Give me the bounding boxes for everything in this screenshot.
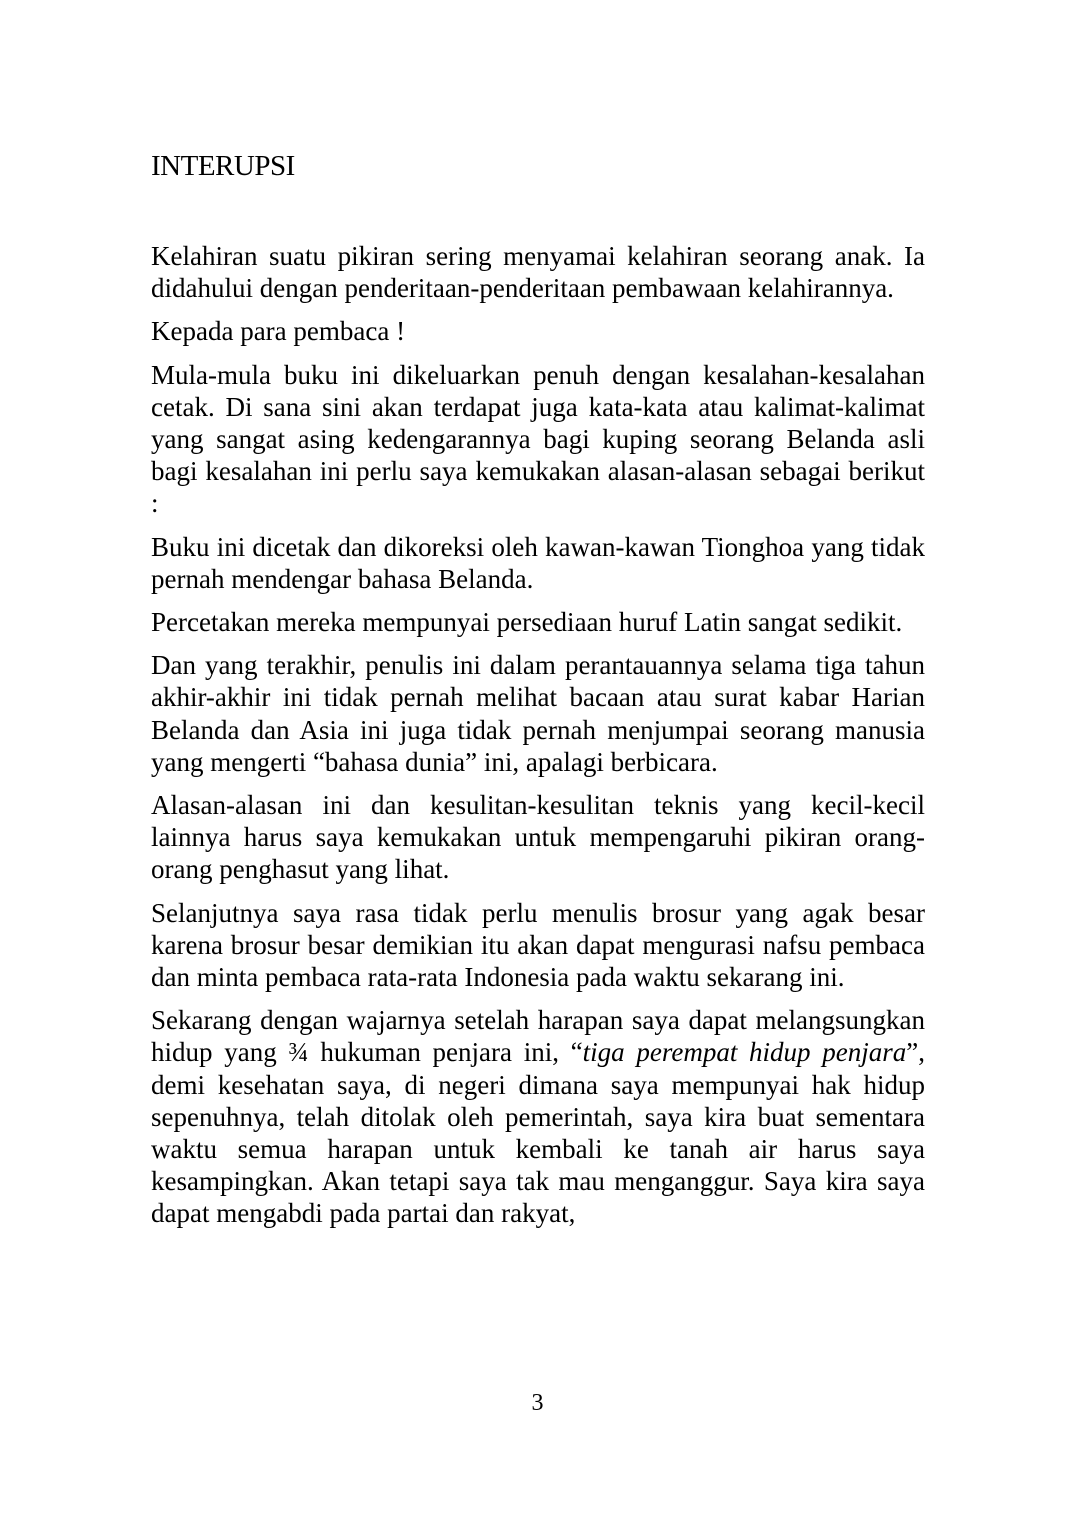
page-number: 3	[531, 1390, 544, 1416]
paragraph-9-text-a: Sekarang dengan wajarnya setelah harapan saya dapat melangsungkan hidup yang ¾ hukuman penjara ini, “	[151, 1005, 925, 1068]
paragraph-9	[151, 1004, 925, 1229]
chapter-heading: INTERUPSI	[151, 150, 295, 182]
paragraph-2: Kepada para pembaca !	[151, 316, 406, 347]
paragraph-7: Alasan-alasan ini dan kesulitan-kesulitan teknis yang kecil-kecil lainnya harus saya kemukakan untuk mempengaruhi pikiran orang-orang penghasut yang lihat.	[151, 790, 925, 885]
paragraph-6: Dan yang terakhir, penulis ini dalam perantauannya selama tiga tahun akhir-akhir ini tidak pernah melihat bacaan atau surat kabar Harian Belanda dan Asia ini juga tidak pernah menjumpai seorang manusia yang mengerti “bahasa dunia” ini, apalagi berbicara.	[151, 650, 925, 777]
paragraph-4: Buku ini dicetak dan dikoreksi oleh kawan-kawan Tionghoa yang tidak pernah mendengar bahasa Belanda.	[151, 531, 925, 594]
paragraph-8: Selanjutnya saya rasa tidak perlu menulis brosur yang agak besar karena brosur besar demikian itu akan dapat mengurasi nafsu pembaca dan minta pembaca rata-rata Indonesia pada waktu sekarang ini.	[151, 897, 925, 993]
paragraph-3: Mula-mula buku ini dikeluarkan penuh dengan kesalahan-kesalahan cetak. Di sana sini akan terdapat juga kata-kata atau kalimat-kalimat yang sangat asing kedengarannya bagi kuping seorang Belanda asli bagi kesalahan ini perlu saya kemukakan alasan-alasan sebagai berikut :	[151, 359, 925, 519]
paragraph-9-italic-phrase: tiga perempat hidup penjara	[582, 1037, 907, 1068]
paragraph-5: Percetakan mereka mempunyai persediaan huruf Latin sangat sedikit.	[151, 607, 903, 638]
body-text	[151, 240, 925, 1241]
paragraph-9-text-b: ”, demi kesehatan saya, di negeri dimana saya mempunyai hak hidup sepenuhnya, telah ditolak oleh pemerintah, saya kira buat sementara waktu semua harapan untuk kembali ke tanah air harus saya kesampingkan. Akan tetapi saya tak mau menganggur. Saya kira saya dapat mengabdi pada partai dan rakyat,	[151, 1037, 925, 1229]
paragraph-1: Kelahiran suatu pikiran sering menyamai kelahiran seorang anak. Ia didahului dengan penderitaan-penderitaan pembawaan kelahirannya.	[151, 241, 925, 304]
